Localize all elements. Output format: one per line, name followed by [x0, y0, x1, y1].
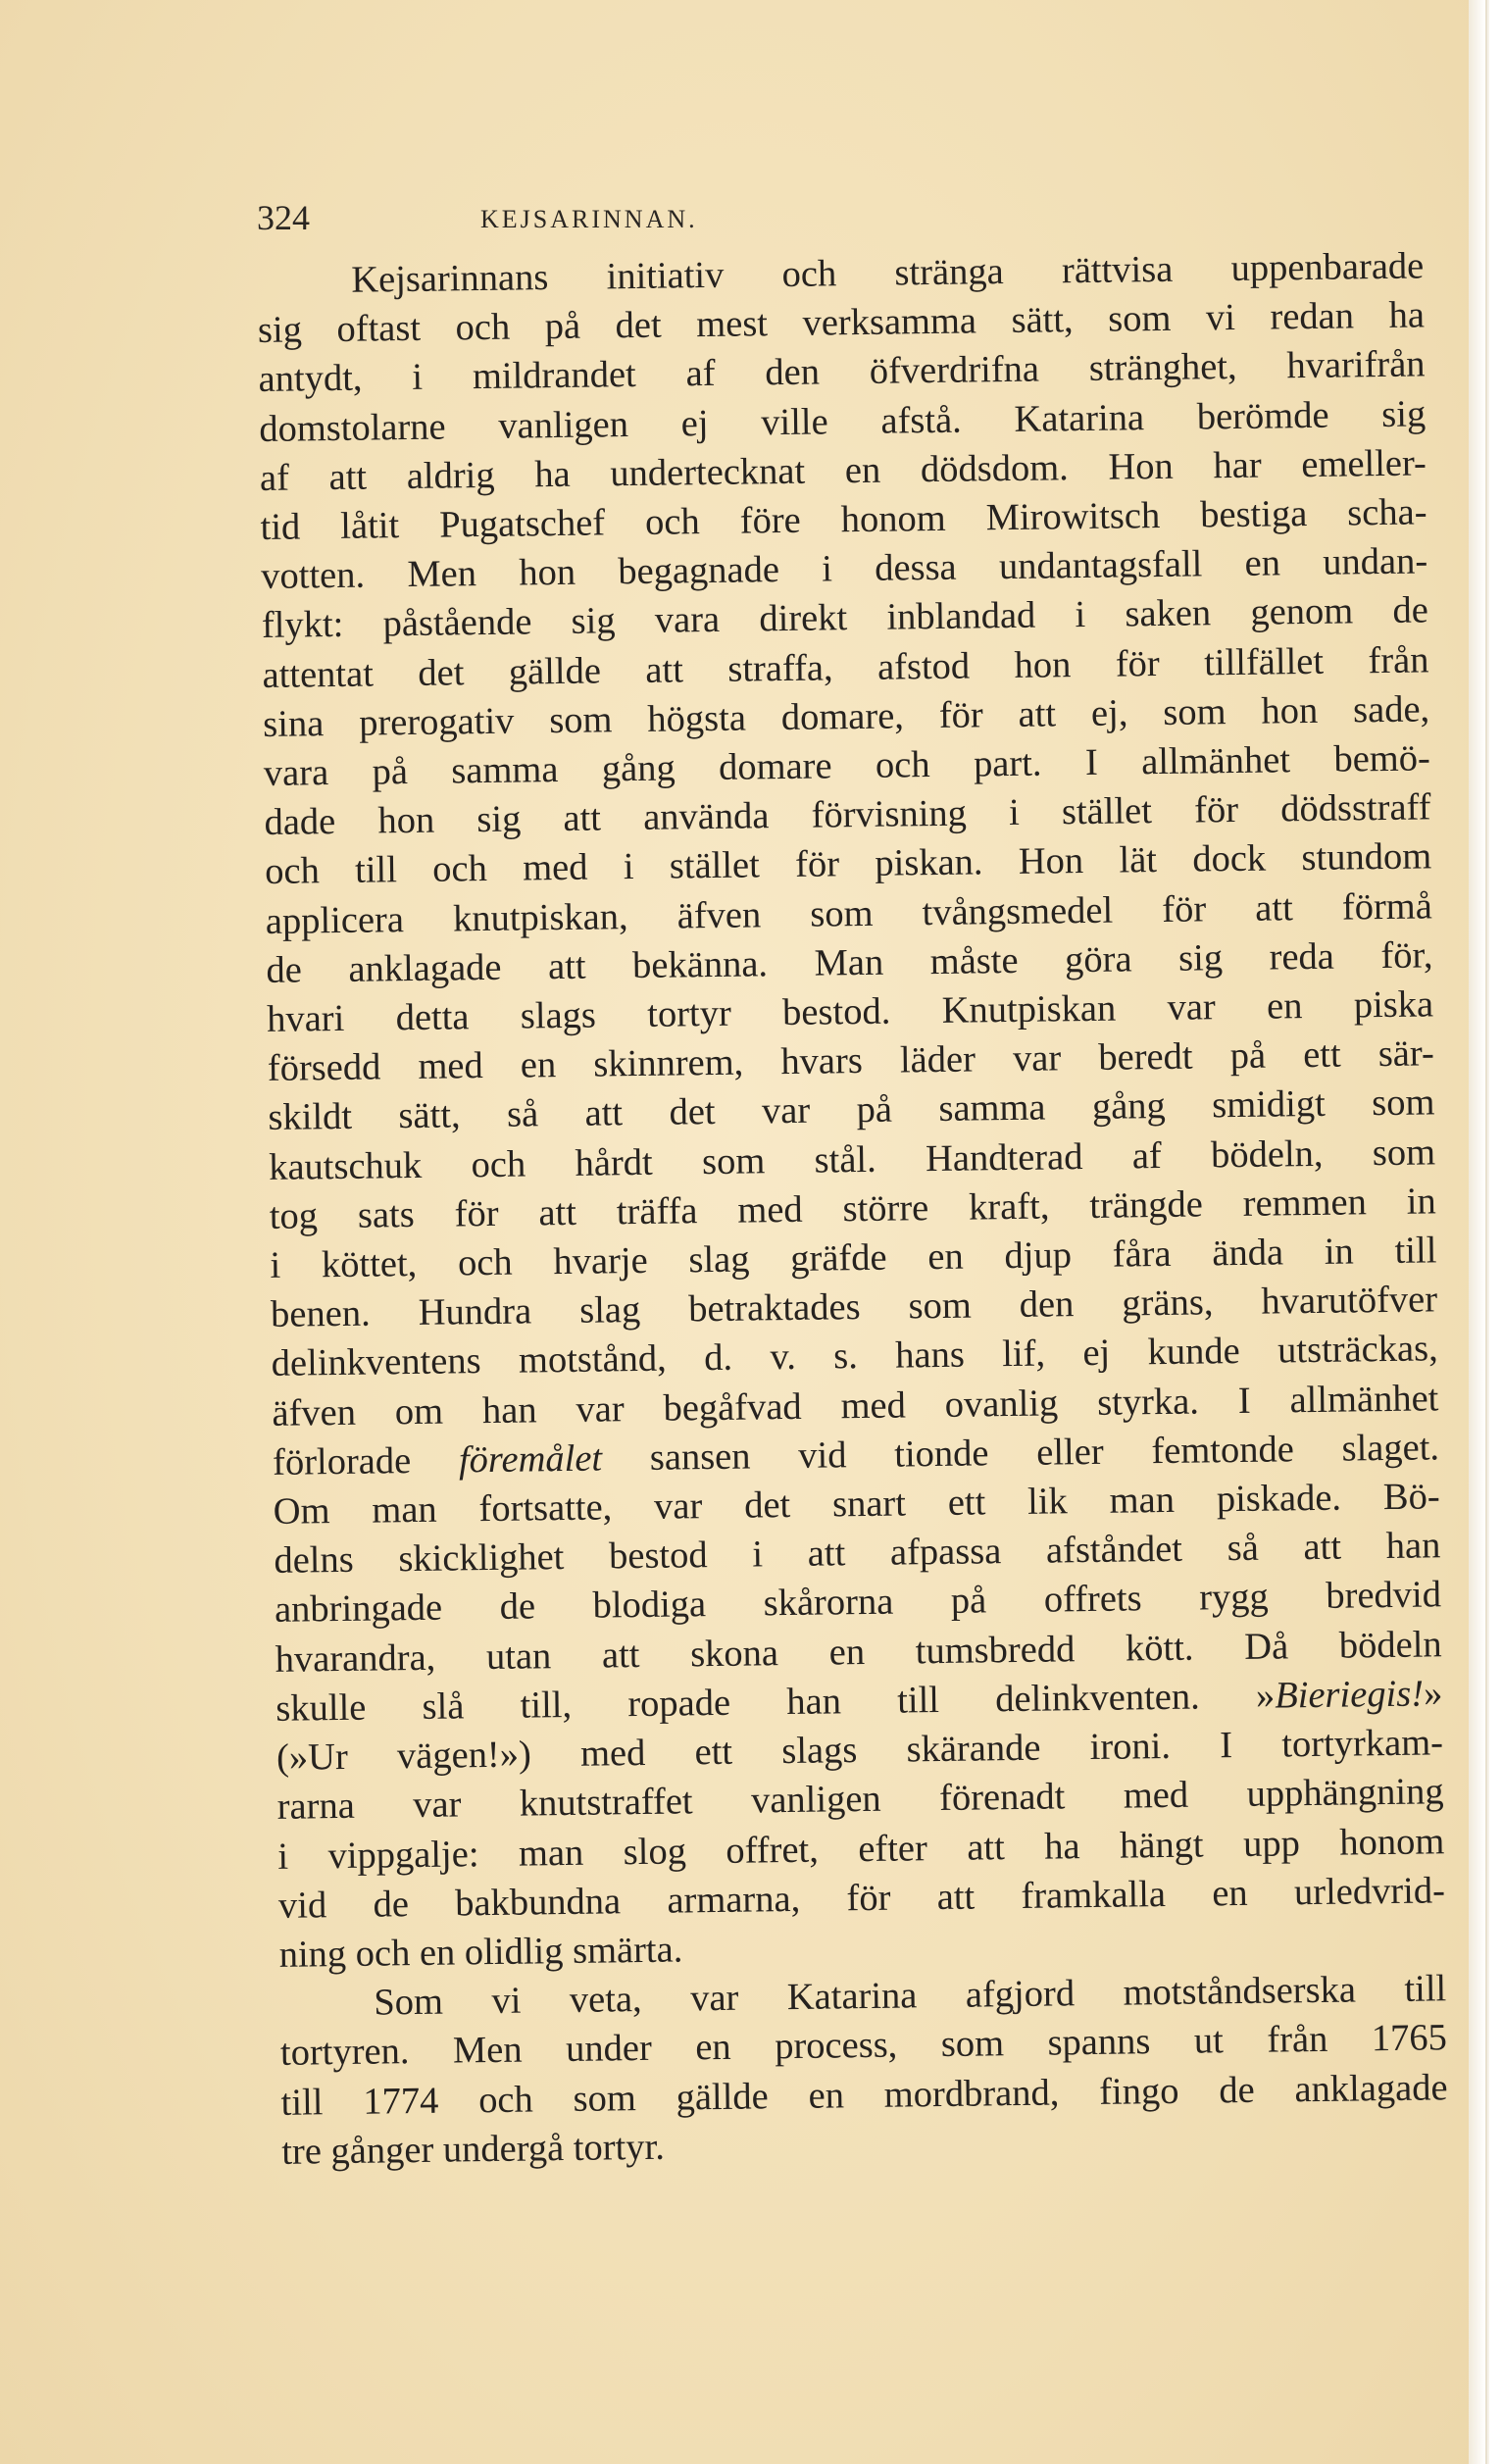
text-line: attentat det gällde att straffa, afstod hon för tillfället från — [262, 639, 1429, 696]
text-line: delinkventens motstånd, d. v. s. hans lif, ej kunde utsträckas, — [271, 1328, 1438, 1385]
text-line: delns skicklighet bestod i att afpassa afståndet så att han — [274, 1525, 1441, 1583]
text-line: Som vi veta, var Katarina afgjord motståndserska till — [374, 1968, 1447, 2024]
text-line: (»Ur vägen!») med ett slags skärande ironi. I tortyrkam- — [275, 1722, 1444, 1779]
text-line: tid låtit Pugatschef och före honom Mirowitsch bestiga scha- — [260, 491, 1427, 548]
text-line: flykt: påstående sig vara direkt inblandad i saken genom de — [261, 589, 1429, 647]
text-line: hvari detta slags tortyr bestod. Knutpiskan var en piska — [266, 983, 1434, 1040]
paragraph-1 — [257, 241, 1446, 1980]
text-line: domstolarne vanligen ej ville afstå. Katarina berömde sig — [259, 393, 1427, 450]
text-line: försedd med en skinnrem, hvars läder var beredt på ett sär- — [267, 1032, 1435, 1090]
text-line: till 1774 och som gällde en mordbrand, fingo de anklagade — [280, 2066, 1448, 2124]
italic-word: Bieriegis! — [1274, 1673, 1425, 1717]
text-line: skildt sätt, så att det var på samma gång smidigt som — [268, 1081, 1435, 1139]
text-line: benen. Hundra slag betraktades som den gräns, hvarutöfver — [270, 1279, 1438, 1336]
page-edge — [1469, 0, 1485, 2464]
text-run: » — [1423, 1673, 1443, 1715]
text-run: skulle slå till, ropade han till delinkventen. » — [275, 1675, 1276, 1730]
text-line: i vippgalje: man slog offret, efter att ha hängt upp honom — [277, 1820, 1445, 1878]
text-run: förlorade — [272, 1439, 460, 1483]
text-line: Om man fortsatte, var det snart ett lik man piskade. Bö- — [273, 1476, 1440, 1533]
text-run: sansen vid tionde eller femtonde slaget. — [601, 1427, 1440, 1480]
text-line: de anklagade att bekänna. Man måste göra sig reda för, — [266, 934, 1433, 991]
text-line: sina prerogativ som högsta domare, för att ej, som hon sade, — [262, 688, 1430, 745]
text-line: äfven om han var begåfvad med ovanlig styrka. I allmänhet — [272, 1377, 1439, 1434]
text-line: i köttet, och hvarje slag gräfde en djup fåra ända in till — [270, 1230, 1437, 1286]
text-line: antydt, i mildrandet af den öfverdrifna stränghet, hvarifrån — [258, 343, 1426, 401]
text-line: kautschuk och hårdt som stål. Handterad af bödeln, som — [268, 1131, 1436, 1188]
italic-word: föremålet — [458, 1437, 603, 1482]
text-line: af att aldrig ha undertecknat en dödsdom. Hon har emeller- — [259, 442, 1427, 499]
text-line: dade hon sig att använda förvisning i stället för dödsstraff — [264, 786, 1431, 844]
body-text — [257, 241, 1449, 2176]
text-line: sig oftast och på det mest verksamma sätt, som vi redan ha — [257, 294, 1426, 352]
text-line: och till och med i stället för piskan. Hon lät dock stundom — [264, 835, 1432, 893]
text-line: anbringade de blodiga skårorna på offrets rygg bredvid — [274, 1574, 1442, 1632]
running-head: KEJSARINNAN. — [480, 205, 698, 233]
text-line: Kejsarinnans initiativ och stränga rättvisa uppenbarade — [351, 245, 1425, 301]
text-line: hvarandra, utan att skona en tumsbredd kött. Då bödeln — [275, 1623, 1442, 1681]
paragraph-2 — [279, 1964, 1449, 2176]
text-line: tog sats för att träffa med större kraft, trängde remmen in — [269, 1181, 1436, 1237]
text-line: tortyren. Men under en process, som spanns ut från 1765 — [279, 2017, 1448, 2075]
text-line: rarna var knutstraffet vanligen förenadt med upphängning — [276, 1771, 1444, 1829]
text-line: vara på samma gång domare och part. I allmänhet bemö- — [263, 737, 1431, 794]
text-line: vid de bakbundna armarna, för att framkalla en urledvrid- — [277, 1869, 1446, 1927]
page-header — [257, 196, 1424, 251]
text-line: tre gånger undergå tortyr. — [281, 2126, 666, 2173]
text-line: applicera knutpiskan, äfven som tvångsmedel för att förmå — [265, 885, 1433, 942]
text-line: votten. Men hon begagnade i dessa undantagsfall en undan- — [260, 540, 1428, 598]
text-line: ning och en olidlig smärta. — [278, 1929, 683, 1976]
page-number: 324 — [257, 198, 310, 237]
